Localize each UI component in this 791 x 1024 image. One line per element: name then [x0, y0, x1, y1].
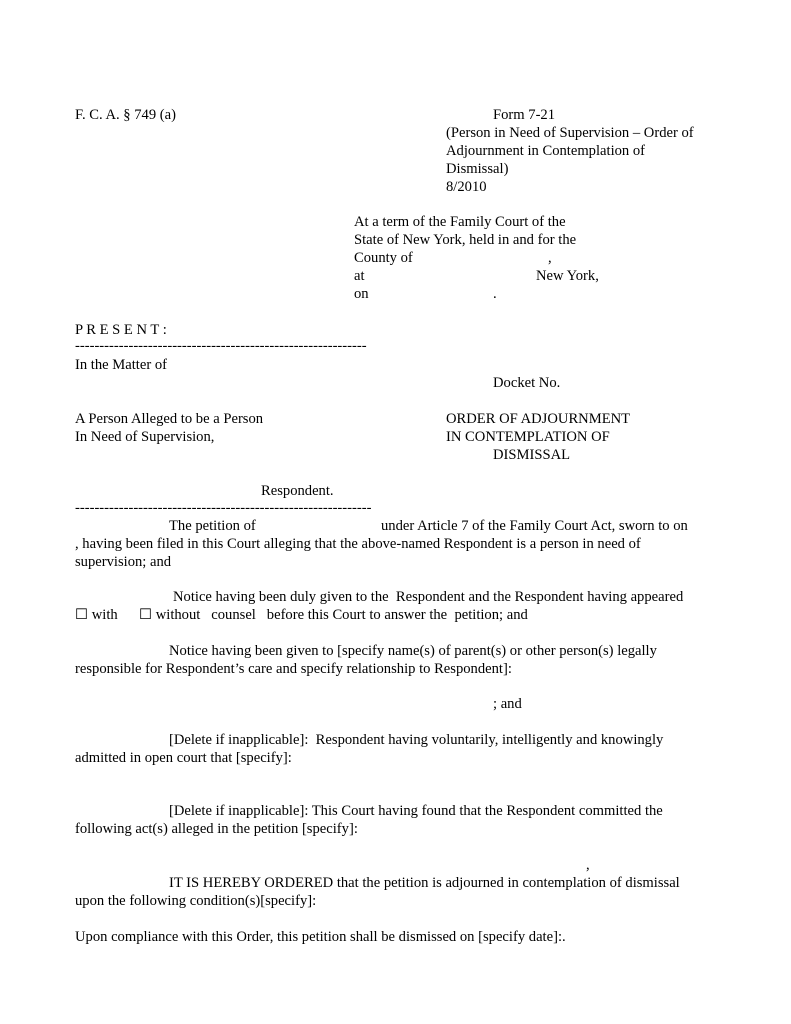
separator-bottom: -------------------------------------------------------------: [75, 500, 372, 516]
form-description-line-3: Dismissal): [446, 161, 509, 177]
notice-relationship-text: responsible for Respondent’s care and specify relationship to Respondent]:: [75, 661, 512, 677]
finding-specify-text: following act(s) alleged in the petition [specify]:: [75, 821, 358, 837]
court-term-line-1: At a term of the Family Court of the: [354, 214, 566, 230]
county-comma: ,: [548, 250, 552, 266]
without-counsel-checkbox[interactable]: ☐ without counsel before this Court to answer the petition; and: [139, 607, 528, 623]
with-counsel-checkbox[interactable]: ☐ with: [75, 607, 118, 623]
conditions-text: upon the following condition(s)[specify]:: [75, 893, 317, 909]
person-line-1: A Person Alleged to be a Person: [75, 411, 264, 427]
form-description-line-1: (Person in Need of Supervision – Order of: [446, 125, 694, 141]
county-label: County of: [354, 250, 413, 266]
statute-reference: F. C. A. § 749 (a): [75, 107, 176, 123]
admission-specify-text: admitted in open court that [specify]:: [75, 750, 292, 766]
respondent-label: Respondent.: [261, 483, 334, 499]
petition-supervision-text: supervision; and: [75, 554, 172, 570]
on-period: .: [493, 286, 497, 302]
form-date: 8/2010: [446, 179, 487, 195]
present-label: P R E S E N T :: [75, 322, 167, 338]
petition-filed-text: , having been filed in this Court alleging that the above-named Respondent is a person in need of: [75, 536, 641, 552]
at-label: at: [354, 268, 365, 284]
finding-text: [Delete if inapplicable]: This Court having found that the Respondent committed the: [169, 803, 663, 819]
compliance-text: Upon compliance with this Order, this petition shall be dismissed on [specify date]:.: [75, 929, 566, 945]
order-title-line-3: DISMISSAL: [493, 447, 571, 463]
court-term-line-2: State of New York, held in and for the: [354, 232, 577, 248]
order-title-line-1: ORDER OF ADJOURNMENT: [446, 411, 631, 427]
form-description-line-2: Adjournment in Contemplation of: [446, 143, 646, 159]
docket-label: Docket No.: [493, 375, 561, 391]
notice-and-text: ; and: [493, 696, 522, 712]
notice-parent-text: Notice having been given to [specify name(s) of parent(s) or other person(s) legally: [169, 643, 657, 659]
notice-respondent-text: Notice having been duly given to the Respondent and the Respondent having appeared: [173, 589, 684, 605]
petition-article-text: under Article 7 of the Family Court Act, sworn to on: [381, 518, 688, 534]
separator-top: ------------------------------------------------------------: [75, 338, 367, 354]
on-label: on: [354, 286, 369, 302]
petition-of-label: The petition of: [169, 518, 256, 534]
person-line-2: In Need of Supervision,: [75, 429, 215, 445]
ordered-text: IT IS HEREBY ORDERED that the petition is adjourned in contemplation of dismissal: [169, 875, 680, 891]
form-number: Form 7-21: [493, 107, 556, 123]
matter-label: In the Matter of: [75, 357, 167, 373]
finding-comma: ,: [586, 857, 590, 873]
order-title-line-2: IN CONTEMPLATION OF: [446, 429, 610, 445]
new-york-label: New York,: [536, 268, 599, 284]
admission-text: [Delete if inapplicable]: Respondent having voluntarily, intelligently and knowingly: [169, 732, 664, 748]
